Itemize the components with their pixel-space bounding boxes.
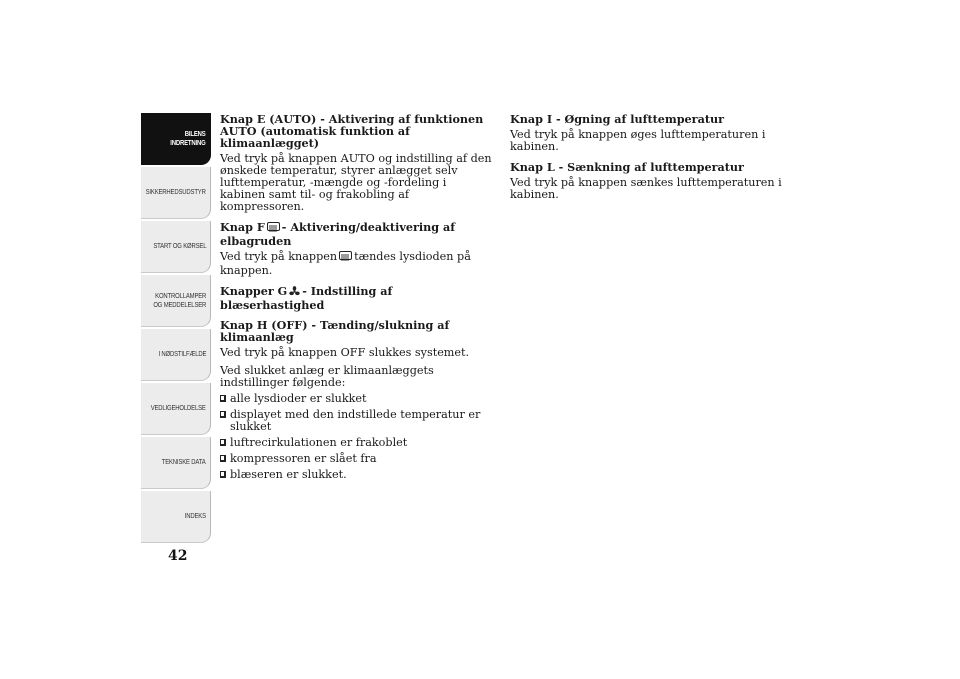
- section-knap-l: [510, 161, 785, 201]
- section-heading: Knap L - Sænkning af lufttemperatur: [510, 160, 744, 174]
- tab-label: START OG KØRSEL: [152, 243, 206, 250]
- section-knapper-g: [220, 285, 495, 311]
- heading-part: Knapper G: [220, 284, 288, 298]
- section-heading: Knap E (AUTO) - Aktivering af funktionen AUTO (automatisk funktion af klimaanlægget): [220, 112, 484, 150]
- section-heading: Knap I - Øgning af lufttemperatur: [510, 112, 725, 126]
- settings-list: [220, 393, 495, 481]
- list-item: [220, 409, 495, 433]
- checkbox-bullet-icon: [220, 411, 226, 418]
- tab-label: TEKNISKE DATA: [162, 459, 206, 466]
- left-column: [220, 113, 495, 489]
- section-body: [220, 251, 495, 277]
- tab-label: SIKKERHEDSUDSTYR: [145, 189, 206, 196]
- heading-part: - Indstilling af blæserhastighed: [220, 284, 393, 312]
- tab-label: INDEKS: [184, 513, 206, 520]
- body-part: tændes lysdioden på knappen.: [220, 250, 471, 277]
- tab-indeks[interactable]: [141, 491, 211, 543]
- chapter-tabs: [141, 113, 211, 545]
- checkbox-bullet-icon: [220, 439, 226, 446]
- tab-start-og-korsel[interactable]: [141, 221, 211, 273]
- tab-i-nodstilfaelde[interactable]: [141, 329, 211, 381]
- list-item: [220, 469, 495, 481]
- section-heading: Knap H (OFF) - Tænding/slukning af klimaanlæg: [220, 318, 450, 344]
- list-item: [220, 393, 495, 405]
- rear-defrost-icon: [339, 251, 352, 265]
- checkbox-bullet-icon: [220, 471, 226, 478]
- section-knap-f: [220, 221, 495, 277]
- heading-part: - Aktivering/deaktivering af elbagruden: [220, 220, 456, 248]
- right-column: [510, 113, 785, 209]
- heading-part: Knap F: [220, 220, 265, 234]
- tab-bilens-indretning[interactable]: [141, 113, 211, 165]
- list-item-text: blæseren er slukket.: [230, 468, 347, 481]
- checkbox-bullet-icon: [220, 395, 226, 402]
- section-heading: [220, 221, 495, 247]
- section-body: Ved tryk på knappen AUTO og indstilling af den ønskede temperatur, styrer anlægget selv lufttemperatur, -mængde og -fordeling i kabinen samt til- og frakobling af kompressoren.: [220, 152, 492, 213]
- page-number: 42: [168, 548, 188, 564]
- tab-label: KONTROLLAMPER OG MEDDELELSER: [153, 292, 206, 309]
- tab-vedligeholdelse[interactable]: [141, 383, 211, 435]
- list-item-text: kompressoren er slået fra: [230, 452, 377, 465]
- section-body: Ved tryk på knappen øges lufttemperaturen i kabinen.: [510, 128, 766, 153]
- checkbox-bullet-icon: [220, 455, 226, 462]
- list-item: [220, 437, 495, 449]
- tab-sikkerhedsudstyr[interactable]: [141, 167, 211, 219]
- tab-tekniske-data[interactable]: [141, 437, 211, 489]
- section-body: Ved slukket anlæg er klimaanlæggets indstillinger følgende:: [220, 364, 434, 389]
- section-knap-h: [220, 319, 495, 481]
- section-body: Ved tryk på knappen OFF slukkes systemet.: [220, 346, 470, 359]
- body-part: Ved tryk på knappen: [220, 250, 338, 263]
- section-knap-e: [220, 113, 495, 213]
- tab-label: I NØDSTILFÆLDE: [158, 351, 206, 358]
- tab-label: BILENS INDRETNING: [170, 130, 206, 147]
- tab-kontrollamper[interactable]: [141, 275, 211, 327]
- list-item: [220, 453, 495, 465]
- section-heading: [220, 285, 495, 311]
- section-body: Ved tryk på knappen sænkes lufttemperaturen i kabinen.: [510, 176, 782, 201]
- list-item-text: luftrecirkulationen er frakoblet: [230, 436, 408, 449]
- list-item-text: alle lysdioder er slukket: [230, 392, 367, 405]
- tab-label: VEDLIGEHOLDELSE: [151, 405, 206, 412]
- section-knap-i: [510, 113, 785, 153]
- list-item-text: displayet med den indstillede temperatur er slukket: [230, 408, 481, 433]
